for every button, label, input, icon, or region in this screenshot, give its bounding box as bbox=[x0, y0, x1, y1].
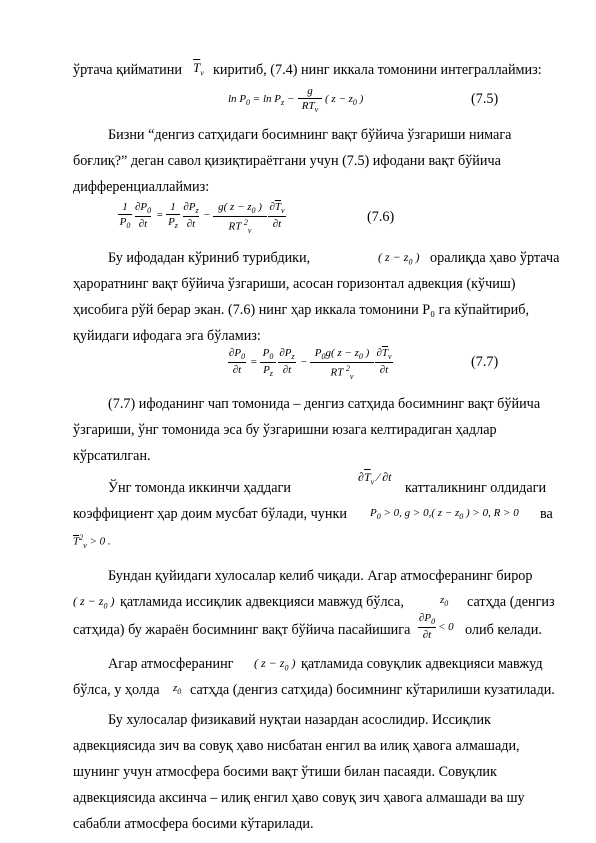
math-z-z0: ( $z - z_0$ ) bbox=[378, 250, 420, 267]
equation-7-5-term: ( $z - z_0$ ) bbox=[325, 93, 364, 108]
equation-number: (7.5) bbox=[471, 91, 499, 107]
math-conditions: $P_0 > 0$, g > 0,( $z - z_0$ ) > 0, R > 0 bbox=[370, 507, 519, 522]
math-dTv-dt: $\partial\overline{T}_v$ ⁄ ∂t bbox=[358, 470, 392, 487]
text-line: шунинг учун атмосфера босими вақт ўтиши билан пасаяди. Совуқлик bbox=[73, 764, 497, 780]
math-Tv2-positive: $\overline{T}^2_v > 0$ . bbox=[73, 533, 111, 550]
eq7-op: = bbox=[250, 356, 258, 368]
text-line: боғлиқ?” деган савол қизиқтираётгани учун (7.5) ифодани вақт бўйича bbox=[73, 153, 501, 169]
eq7-frac: $\partial P_0$ ∂t bbox=[228, 347, 246, 377]
text-line: ҳароратнинг вақт бўйича ўзгариши, асосан горизонтал адвекция (кўчиш) bbox=[73, 276, 516, 292]
eq6-frac: 1 $P_0$ bbox=[119, 201, 131, 231]
text-line: Бу хулосалар физикавий нуқтаи назардан асослидир. Иссиқлик bbox=[108, 712, 491, 728]
eq6-frac: $\partial\overline{T}_v$ ∂t bbox=[269, 201, 285, 231]
eq7-frac: $P_0g$( $z - z_0$ ) RT $^2_v$ bbox=[310, 347, 374, 381]
text-line: ва bbox=[540, 506, 553, 522]
eq6-frac: $\partial P_0$ ∂t bbox=[135, 201, 152, 231]
math-z0: $z_0$ bbox=[173, 682, 182, 697]
eq6-frac: 1 $P_z$ bbox=[166, 201, 180, 230]
text-line: дифференциаллаймиз: bbox=[73, 179, 210, 195]
eq7-frac: $\partial\overline{T}_v$ ∂t bbox=[376, 347, 392, 377]
eq7-frac: $P_0$ $P_z$ bbox=[260, 347, 276, 378]
math-dP0dt: $\partial P_0$ ∂t bbox=[418, 612, 436, 642]
math-z-z0: ( $z - z_0$ ) bbox=[254, 656, 296, 673]
math-z0: $z_0$ bbox=[440, 594, 449, 609]
text-line: сабабли атмосфера босими кўтарилади. bbox=[73, 816, 314, 832]
text-line: қуйидаги ифодага эга бўламиз: bbox=[73, 328, 261, 344]
math-lt0: < 0 bbox=[438, 621, 454, 633]
text-line: киритиб, (7.4) нинг иккала томонини интеграллаймиз: bbox=[213, 62, 542, 78]
eq6-op: = bbox=[156, 209, 164, 221]
text-line: катталикнинг олдидаги bbox=[405, 480, 547, 496]
text-line: ҳисобига рўй берар экан. (7.6) нинг ҳар иккала томонини P₀ га кўпайтириб, bbox=[73, 302, 529, 318]
eq7-op: − bbox=[300, 356, 308, 368]
text-line: олиб келади. bbox=[465, 622, 542, 638]
text-line: (7.7) ифоданинг чап томонида – денгиз сатҳида босимнинг вақт бўйича bbox=[108, 396, 541, 412]
text-line: ўртача қийматини bbox=[73, 62, 182, 78]
text-line: Бундан қуйидаги хулосалар келиб чиқади. Агар атмосферанинг бирор bbox=[108, 568, 533, 584]
text-line: адвекциясида зич ва совуқ ҳаво нисбатан енгил ва илиқ ҳавога алмашади, bbox=[73, 738, 520, 754]
equation-7-5-fraction: g $RT_v$ bbox=[298, 85, 322, 114]
text-line: адвекциясида аксинча – илиқ енгил ҳаво совуқ зич ҳавога алмашади ва шу bbox=[73, 790, 525, 806]
text-line: Бу ифодадан кўриниб турибдики, bbox=[108, 250, 311, 266]
text-line: бўлса, у ҳолда bbox=[73, 682, 160, 698]
eq6-frac: $\partial P_z$ ∂t bbox=[183, 201, 199, 231]
text-line: сатҳида) бу жараён босимнинг вақт бўйича пасайишига bbox=[73, 622, 411, 638]
equation-7-5: $\ln P_0 = \ln P_z$ − bbox=[228, 93, 295, 108]
text-line: кўрсатилган. bbox=[73, 448, 151, 464]
text-line: қатламида иссиқлик адвекцияси мавжуд бўлса, bbox=[120, 594, 404, 610]
text-line: сатҳда (денгиз сатҳида) босимнинг кўтарилиши кузатилади. bbox=[190, 682, 555, 698]
equation-number: (7.6) bbox=[367, 209, 395, 225]
text-line: Ўнг томонда иккинчи ҳаддаги bbox=[108, 480, 291, 496]
text-line: Агар атмосферанинг bbox=[108, 656, 234, 672]
text-line: оралиқда ҳаво ўртача bbox=[430, 250, 560, 266]
text-line: коэффициент ҳар доим мусбат бўлади, чунки bbox=[73, 506, 347, 522]
eq7-frac: $\partial P_z$ ∂t bbox=[279, 347, 295, 377]
eq6-frac: g( $z - z_0$ ) RT $^2_v$ bbox=[213, 201, 267, 235]
equation-number: (7.7) bbox=[471, 354, 499, 370]
text-line: сатҳда (денгиз bbox=[467, 594, 555, 610]
math-T-bar: $\overline{T}_v$ bbox=[193, 60, 204, 78]
eq6-op: − bbox=[203, 209, 211, 221]
text-line: қатламида совуқлик адвекцияси мавжуд bbox=[301, 656, 543, 672]
math-z-z0: ( $z - z_0$ ) bbox=[73, 594, 115, 611]
text-line: ўзгариши, ўнг томонида эса бу ўзгаришни юзага келтирадиган ҳадлар bbox=[73, 422, 497, 438]
text-line: Бизни “денгиз сатҳидаги босимнинг вақт бўйича ўзгариши нимага bbox=[108, 127, 512, 143]
